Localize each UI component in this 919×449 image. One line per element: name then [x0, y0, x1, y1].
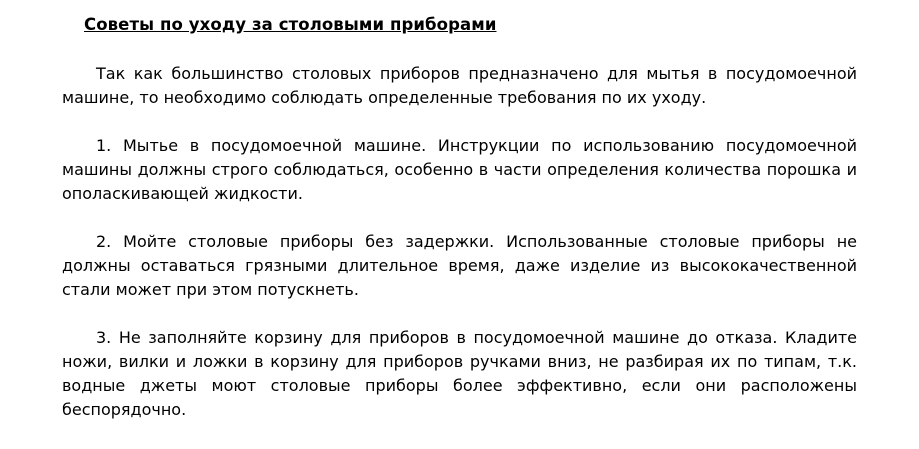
paragraph-item-1: 1. Мытье в посудомоечной машине. Инструкции по использованию посудомоечной машины должны строго соблюдаться, особенно в части определения количества порошка и ополаскивающей жидкости.	[62, 136, 857, 204]
paragraph-spacer-3	[62, 302, 857, 326]
paragraph-spacer-2	[62, 206, 857, 230]
paragraph-spacer-1	[62, 110, 857, 134]
paragraph-item-2: 2. Мойте столовые приборы без задержки. Использованные столовые приборы не должны оставаться грязными длительное время, даже изделие из высококачественной стали может при этом потускнеть.	[62, 232, 857, 300]
title-spacer	[62, 36, 857, 62]
paragraph-intro: Так как большинство столовых приборов предназначено для мытья в посудомоечной машине, то необходимо соблюдать определенные требования по их уходу.	[62, 64, 857, 108]
paragraph-item-3: 3. Не заполняйте корзину для приборов в посудомоечной машине до отказа. Кладите ножи, вилки и ложки в корзину для приборов ручками вниз, не разбирая их по типам, т.к. водные джеты моют столовые приборы более эффективно, если они расположены беспорядочно.	[62, 328, 857, 420]
page-title: Советы по уходу за столовыми приборами	[84, 15, 497, 34]
